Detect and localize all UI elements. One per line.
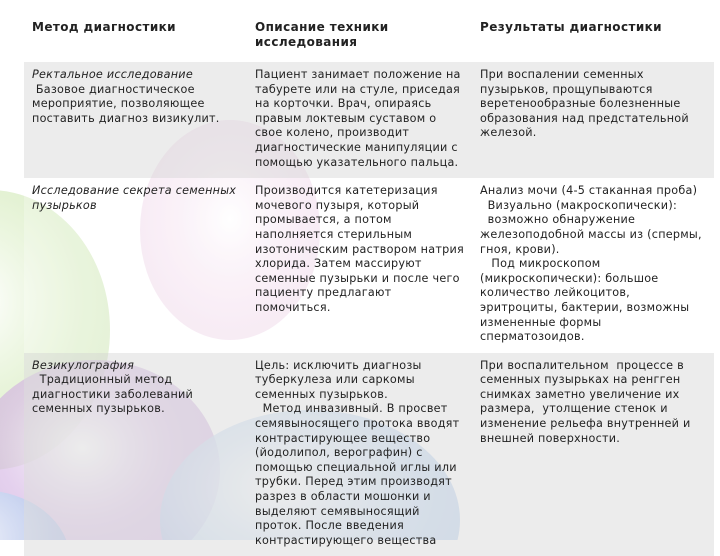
header-results: Результаты диагностики [480,20,662,34]
table-row [24,178,714,353]
results-text: Анализ мочи (4-5 стаканная проба) Визуально (макроскопически): возможно обнаружение железоподобной массы из (спермы, гноя, крови). Под микроскопом (микроскопически): большое количество лейкоцитов, эритроциты, бактерии, возможны измененные формы сперматозоидов. [480,184,702,344]
method-cell [24,62,247,178]
method-cell [24,353,247,556]
table-header-row [24,8,714,62]
table-row [24,353,714,556]
technique-cell [247,62,472,178]
method-description: Традиционный метод диагностики заболеваний семенных пузырьков. [32,373,197,416]
technique-cell [247,353,472,556]
header-method: Метод диагностики [32,20,176,34]
method-title: Ректальное исследование [32,68,193,81]
method-description: Базовое диагностическое мероприятие, позволяющее поставить диагноз визикулит. [32,82,220,125]
technique-text: Пациент занимает положение на табурете или на стуле, приседая на корточки. Врач, опираясь правым локтевым суставом о свое колено, производит диагностические манипуляции с помощью указательного пальца. [255,68,465,169]
results-text: При воспалительном процессе в семенных пузырьках на ренгген снимках заметно увеличение их размера, утолщение стенок и изменение рельефа внутренней и внешней поверхности. [480,358,695,445]
technique-cell [247,178,472,353]
technique-text: Производится катетеризация мочевого пузыря, который промывается, а потом наполняется стерильным изотоническим раствором натрия хлорида. Затем массируют семенные пузырьки и после чего пациенту предлагают помочиться. [255,184,468,314]
method-title: Везикулография [32,358,135,372]
results-cell [472,353,714,556]
diagnostics-table [24,8,714,556]
method-title: Исследование секрета семенных пузырьков [32,184,240,212]
header-technique: Описание техники исследования [255,20,389,49]
results-cell [472,178,714,353]
table-row [24,62,714,178]
method-cell [24,178,247,353]
results-text: При воспалении семенных пузырьков, прощупываются веретенообразные болезненные образования над предстательной железой. [480,68,693,140]
technique-text: Цель: исключить диагнозы туберкулеза или саркомы семенных пузырьков. Метод инвазивный. В просвет семявыносящего протока вводят контрастирующее вещество (йодолипол, верографин) с помощью специальной иглы или трубки. Перед этим производят разрез в области мошонки и выделяют семявыносящий проток. После введения контрастирующего вещества [255,358,460,547]
results-cell [472,62,714,178]
